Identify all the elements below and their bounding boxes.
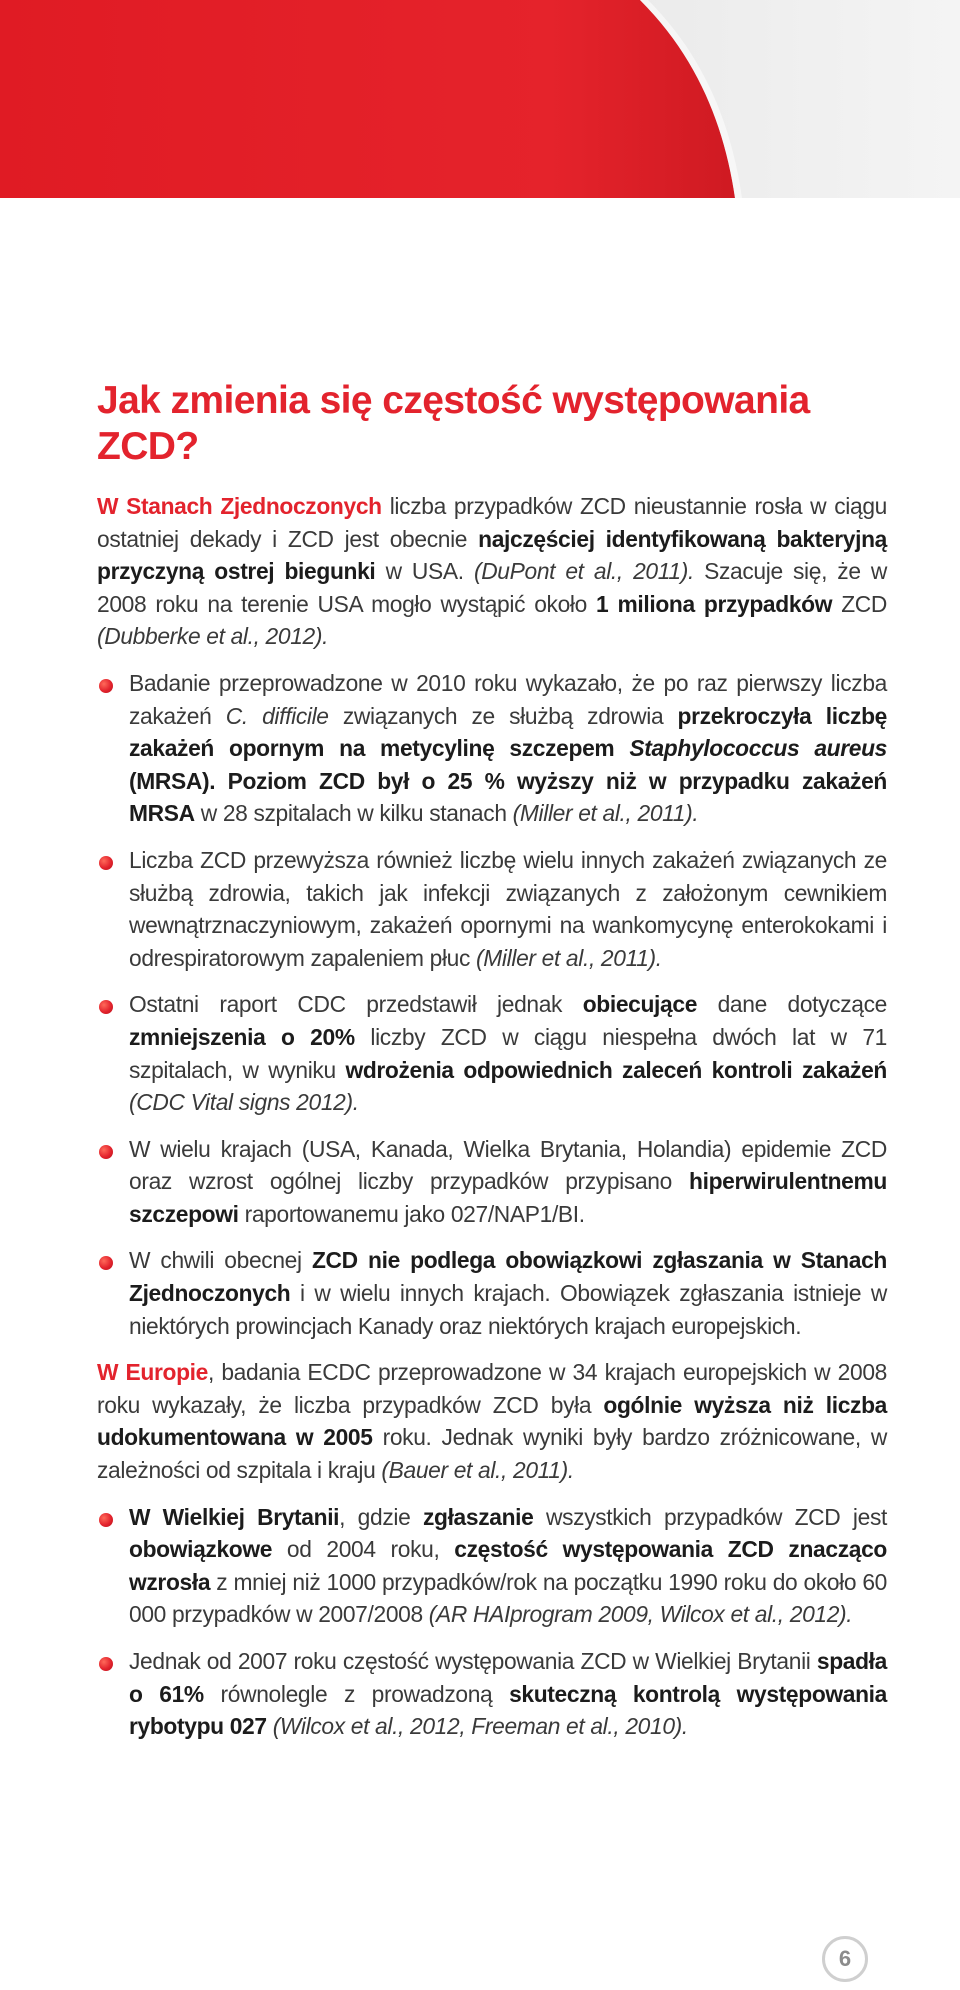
- bullet-dot-icon: [99, 679, 113, 693]
- bullet-item: Jednak od 2007 roku częstość występowania ZCD w Wielkiej Brytanii spadła o 61% równolegle z prowadzoną skuteczną kontrolą występowania rybotypu 027 (Wilcox et al., 2012, Freeman et al., 2010).: [97, 1645, 887, 1743]
- bullet-dot-icon: [99, 1513, 113, 1527]
- bullet-item: Ostatni raport CDC przedstawił jednak obiecujące dane dotyczące zmniejszenia o 20% liczby ZCD w ciągu niespełna dwóch lat w 71 szpitalach, w wyniku wdrożenia odpowiednich zaleceń kontroli zakażeń (CDC Vital signs 2012).: [97, 988, 887, 1118]
- bullet-dot-icon: [99, 1256, 113, 1270]
- bullet-dot-icon: [99, 1657, 113, 1671]
- bullet-dot-icon: [99, 856, 113, 870]
- page-title: Jak zmienia się częstość występowania ZCD?: [97, 379, 810, 468]
- bullet-dot-icon: [99, 1000, 113, 1014]
- main-content: [97, 378, 887, 1757]
- paragraph-europe: W Europie, badania ECDC przeprowadzone w 34 krajach europejskich w 2008 roku wykazały, że liczba przypadków ZCD była ogólnie wyższa niż liczba udokumentowana w 2005 roku. Jednak wyniki były bardzo zróżnicowane, w zależności od szpitala i kraju (Bauer et al., 2011).: [97, 1359, 887, 1484]
- bullet-dot-icon: [99, 1145, 113, 1159]
- banner-red-shape: [0, 0, 960, 198]
- bullet-item: Liczba ZCD przewyższa również liczbę wielu innych zakażeń związanych ze służbą zdrowia, takich jak infekcji związanych z założonym cewnikiem wewnątrznaczyniowym, zakażeń opornymi na wankomycynę enterokokami i odrespiratorowym zapaleniem płuc (Miller et al., 2011).: [97, 844, 887, 974]
- page-number: 6: [822, 1936, 868, 1982]
- bullet-item: W Wielkiej Brytanii, gdzie zgłaszanie wszystkich przypadków ZCD jest obowiązkowe od 2004 roku, częstość występowania ZCD znacząco wzrosła z mniej niż 1000 przypadków/rok na początku 1990 roku do około 60 000 przypadków w 2007/2008 (AR HAIprogram 2009, Wilcox et al., 2012).: [97, 1501, 887, 1631]
- header-banner: [0, 0, 960, 198]
- bullet-item: W chwili obecnej ZCD nie podlega obowiązkowi zgłaszania w Stanach Zjednoczonych i w wielu innych krajach. Obowiązek zgłaszania istnieje w niektórych prowincjach Kanady oraz niektórych krajach europejskich.: [97, 1244, 887, 1342]
- bullet-item: W wielu krajach (USA, Kanada, Wielka Brytania, Holandia) epidemie ZCD oraz wzrost ogólnej liczby przypadków przypisano hiperwirulentnemu szczepowi raportowanemu jako 027/NAP1/BI.: [97, 1133, 887, 1231]
- paragraph-usa: W Stanach Zjednoczonych liczba przypadków ZCD nieustannie rosła w ciągu ostatniej dekady i ZCD jest obecnie najczęściej identyfikowaną bakteryjną przyczyną ostrej biegunki w USA. (DuPont et al., 2011). Szacuje się, że w 2008 roku na terenie USA mogło wystąpić około 1 miliona przypadków ZCD (Dubberke et al., 2012).: [97, 493, 888, 650]
- bullet-item: Badanie przeprowadzone w 2010 roku wykazało, że po raz pierwszy liczba zakażeń C. difficile związanych ze służbą zdrowia przekroczyła liczbę zakażeń opornym na metycylinę szczepem Staphylococcus aureus (MRSA). Poziom ZCD był o 25 % wyższy niż w przypadku zakażeń MRSA w 28 szpitalach w kilku stanach (Miller et al., 2011).: [97, 667, 887, 830]
